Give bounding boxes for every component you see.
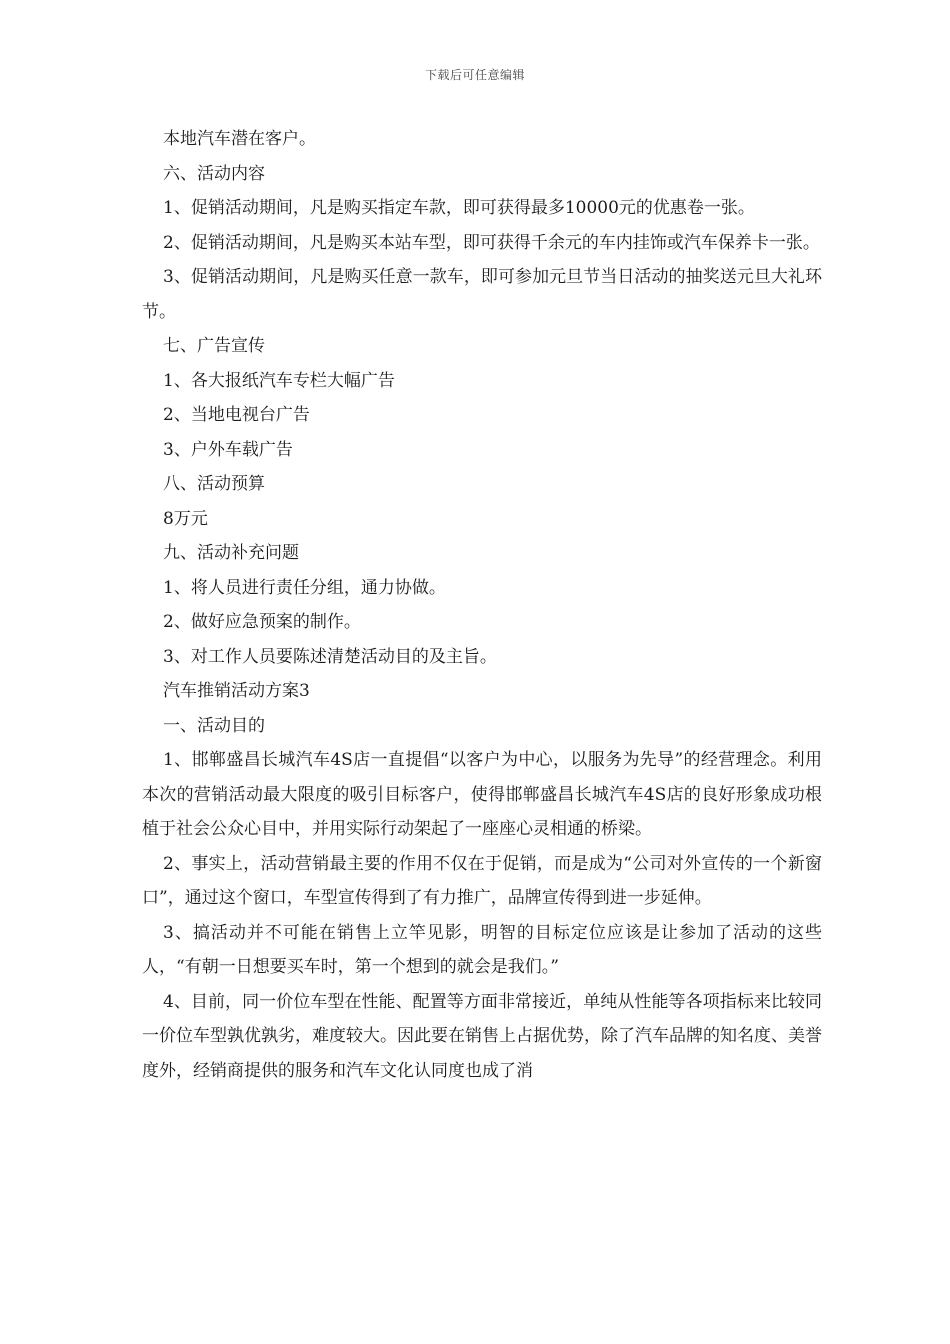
paragraph: 1、将人员进行责任分组，通力协做。	[163, 577, 446, 598]
paragraph: 2、做好应急预案的制作。	[163, 612, 361, 632]
paragraph: 本地汽车潜在客户。	[163, 129, 316, 149]
paragraph: 1、各大报纸汽车专栏大幅广告	[163, 370, 395, 391]
paragraph: 2、事实上，活动营销最主要的作用不仅在于促销，而是成为“公司对外宣传的一个新窗口”，通过这个窗口，车型宣传得到了有力推广，品牌宣传得到进一步延伸。	[142, 853, 822, 908]
section-heading: 九、活动补充问题	[163, 543, 299, 563]
document-body	[142, 122, 822, 1088]
section-heading: 八、活动预算	[163, 474, 265, 494]
header-note: 下载后可任意编辑	[424, 68, 525, 82]
paragraph: 1、促销活动期间，凡是购买指定车款，即可获得最多10000元的优惠卷一张。	[163, 198, 755, 218]
section-heading: 七、广告宣传	[163, 336, 265, 356]
paragraph: 4、目前，同一价位车型在性能、配置等方面非常接近，单纯从性能等各项指标来比较同一价位车型孰优孰劣，难度较大。因此要在销售上占据优势，除了汽车品牌的知名度、美誉度外，经销商提供的服务和汽车文化认同度也成了消	[142, 991, 822, 1081]
paragraph: 3、搞活动并不可能在销售上立竿见影，明智的目标定位应该是让参加了活动的这些人，“有朝一日想要买车时，第一个想到的就会是我们。”	[142, 922, 822, 977]
section-heading: 六、活动内容	[163, 163, 265, 184]
paragraph: 1、邯郸盛昌长城汽车4S店一直提倡“以客户为中心，以服务为先导”的经营理念。利用本次的营销活动最大限度的吸引目标客户，使得邯郸盛昌长城汽车4S店的良好形象成功根植于社会公众心目中，并用实际行动架起了一座座心灵相通的桥梁。	[142, 750, 822, 839]
paragraph: 3、对工作人员要陈述清楚活动目的及主旨。	[163, 646, 497, 667]
section-heading: 一、活动目的	[163, 715, 265, 736]
paragraph: 3、户外车载广告	[163, 439, 293, 460]
paragraph: 8万元	[163, 508, 208, 529]
document-title: 汽车推销活动方案3	[163, 681, 310, 701]
paragraph: 2、促销活动期间，凡是购买本站车型，即可获得千余元的车内挂饰或汽车保养卡一张。	[163, 232, 820, 253]
paragraph: 2、当地电视台广告	[163, 405, 310, 425]
paragraph: 3、促销活动期间，凡是购买任意一款车，即可参加元旦节当日活动的抽奖送元旦大礼环节。	[142, 267, 822, 322]
